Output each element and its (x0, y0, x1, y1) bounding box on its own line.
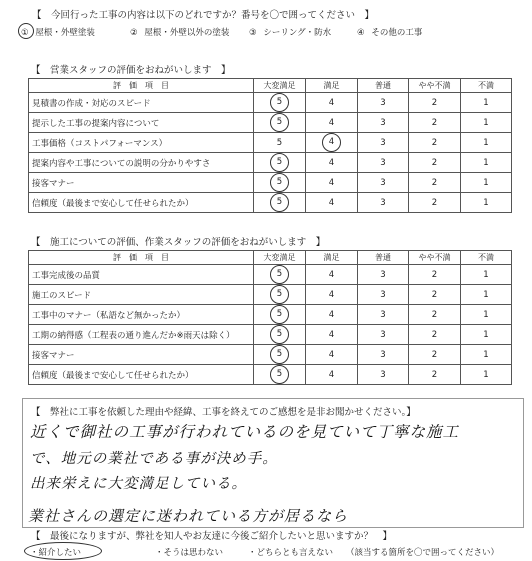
sales-rows (29, 93, 512, 213)
rating-4-cell[interactable] (306, 305, 358, 325)
rating-value: 2 (431, 349, 438, 360)
rating-value: 1 (483, 177, 489, 188)
rating-3-cell[interactable] (358, 285, 409, 305)
row-label: 接客マナー (29, 345, 254, 365)
rating-1-cell[interactable] (461, 113, 512, 133)
construction-rows (29, 265, 512, 385)
q3-title: 【 施工についての評価、作業スタッフの評価をおねがいします 】 (31, 237, 326, 248)
table-row (29, 153, 512, 173)
selected-rating: 4 (322, 133, 341, 152)
rating-2-cell[interactable] (409, 173, 461, 193)
selected-rating: 5 (270, 153, 289, 172)
rating-3-cell[interactable] (358, 93, 409, 113)
rating-value: 2 (431, 269, 438, 280)
rating-3-cell[interactable] (358, 173, 409, 193)
rating-value: 3 (380, 369, 386, 380)
rating-2-cell[interactable] (409, 285, 461, 305)
rating-5-cell[interactable] (254, 173, 306, 193)
rating-4-cell[interactable] (306, 325, 358, 345)
rating-2-cell[interactable] (409, 153, 461, 173)
selected-rating: 5 (270, 173, 289, 192)
rating-value: 3 (380, 117, 386, 128)
selected-rating: 5 (270, 93, 289, 112)
rating-value: 4 (328, 289, 335, 300)
rating-4-cell[interactable] (306, 173, 358, 193)
rating-1-cell[interactable] (461, 173, 512, 193)
rating-value: 5 (276, 137, 283, 148)
q5-selection-circle (24, 542, 102, 560)
rating-3-cell[interactable] (358, 365, 409, 385)
rating-value: 4 (328, 349, 335, 360)
rating-4-cell[interactable] (306, 153, 358, 173)
row-label: 接客マナー (29, 173, 254, 193)
row-label: 施工のスピード (29, 285, 254, 305)
rating-value: 3 (380, 349, 386, 360)
q2-title: 【 営業スタッフの評価をおねがいします 】 (31, 65, 231, 76)
row-label: 信頼度（最後まで安心して任せられたか） (29, 193, 254, 213)
q1-option-1-label: 屋根・外壁塗装 (35, 28, 95, 38)
rating-value: 4 (328, 269, 335, 280)
rating-value: 2 (431, 97, 438, 108)
rating-value: 4 (328, 197, 335, 208)
row-label: 見積書の作成・対応のスピード (29, 93, 254, 113)
q5-option-undecided[interactable]: ・どちらとも言えない (248, 548, 334, 558)
selected-rating: 5 (270, 325, 289, 344)
comment-line-1: 近くで御社の工事が行われているのを見ていて丁寧な施工 (30, 423, 460, 441)
rating-5-cell[interactable] (254, 365, 306, 385)
rating-value: 3 (380, 329, 386, 340)
rating-value: 4 (328, 369, 335, 380)
header-item: 評 価 項 目 (29, 251, 254, 265)
comment-line-2: で、地元の業社である事が決め手。 (30, 451, 278, 467)
table-row (29, 93, 512, 113)
selected-rating: 5 (270, 193, 289, 212)
q1-option-4-num: ④ (357, 28, 365, 38)
rating-5-cell[interactable] (254, 265, 306, 285)
rating-value: 2 (431, 157, 438, 168)
rating-value: 2 (431, 289, 438, 300)
row-label: 工期の納得感（工程表の通り進んだか※雨天は除く） (29, 325, 254, 345)
table-row (29, 325, 512, 345)
rating-1-cell[interactable] (461, 153, 512, 173)
row-label: 工事価格（コストパフォーマンス） (29, 133, 254, 153)
rating-1-cell[interactable] (461, 325, 512, 345)
q1-option-2-num: ② (130, 28, 138, 38)
rating-5-cell[interactable] (254, 193, 306, 213)
rating-value: 1 (483, 349, 489, 360)
rating-value: 2 (431, 177, 438, 188)
selected-rating: 5 (270, 365, 289, 384)
rating-value: 1 (483, 117, 489, 128)
rating-3-cell[interactable] (358, 345, 409, 365)
q1-option-3[interactable] (249, 26, 331, 38)
rating-4-cell[interactable] (306, 193, 358, 213)
rating-value: 1 (483, 289, 489, 300)
q5-option-not-recommend[interactable]: ・そうは思わない (155, 548, 224, 558)
rating-1-cell[interactable] (461, 285, 512, 305)
table-row (29, 345, 512, 365)
rating-2-cell[interactable] (409, 265, 461, 285)
rating-value: 3 (380, 137, 386, 148)
table-row (29, 133, 512, 153)
rating-value: 4 (328, 329, 335, 340)
rating-2-cell[interactable] (409, 305, 461, 325)
header-very-satisfied: 大変満足 (254, 79, 306, 93)
rating-value: 2 (431, 329, 438, 340)
q5-note: （該当する箇所を〇で囲ってください） (346, 548, 500, 558)
rating-4-cell[interactable] (306, 113, 358, 133)
header-neutral: 普通 (358, 79, 409, 93)
q5-title: 【 最後になりますが、弊社を知人やお友達に今後ご紹介したいと思いますか？ 】 (31, 531, 393, 542)
header-satisfied: 満足 (306, 79, 358, 93)
rating-value: 3 (380, 157, 386, 168)
rating-1-cell[interactable] (461, 93, 512, 113)
rating-3-cell[interactable] (358, 305, 409, 325)
q1-title: 【 今回行った工事の内容は以下のどれですか？番号を〇で囲ってください 】 (32, 10, 375, 21)
sales-evaluation-table (28, 78, 512, 213)
rating-4-cell[interactable] (306, 93, 358, 113)
rating-4-cell[interactable] (306, 285, 358, 305)
selected-rating: 5 (270, 305, 289, 324)
table-row (29, 265, 512, 285)
q1-option-2[interactable] (130, 26, 229, 38)
rating-3-cell[interactable] (358, 133, 409, 153)
rating-value: 2 (431, 197, 438, 208)
construction-evaluation-table (28, 250, 512, 385)
rating-1-cell[interactable] (461, 345, 512, 365)
row-label: 提示した工事の提案内容について (29, 113, 254, 133)
rating-value: 2 (431, 137, 438, 148)
rating-value: 2 (431, 369, 438, 380)
rating-4-cell[interactable] (306, 133, 358, 153)
rating-value: 1 (483, 269, 489, 280)
q1-option-3-num: ③ (249, 28, 257, 38)
table-row (29, 193, 512, 213)
rating-2-cell[interactable] (409, 93, 461, 113)
header-dissatisfied: 不満 (461, 79, 512, 93)
rating-value: 1 (483, 197, 489, 208)
rating-value: 1 (483, 309, 489, 320)
selected-rating: 5 (270, 265, 289, 284)
rating-value: 3 (380, 289, 386, 300)
header-satisfied: 満足 (306, 251, 358, 265)
rating-value: 4 (328, 117, 335, 128)
selected-rating: 5 (270, 113, 289, 132)
rating-1-cell[interactable] (461, 133, 512, 153)
rating-3-cell[interactable] (358, 153, 409, 173)
q1-selection-circle (18, 23, 34, 39)
table-header (29, 79, 512, 93)
rating-value: 4 (328, 157, 335, 168)
table-row (29, 113, 512, 133)
rating-1-cell[interactable] (461, 265, 512, 285)
rating-2-cell[interactable] (409, 133, 461, 153)
q4-title: 【 弊社に工事を依頼した理由や経緯、工事を終えてのご感想を是非お聞かせください。】 (31, 407, 416, 418)
rating-1-cell[interactable] (461, 305, 512, 325)
q5-option-recommend[interactable]: ・紹介したい (30, 548, 82, 558)
rating-2-cell[interactable] (409, 113, 461, 133)
rating-value: 3 (380, 177, 386, 188)
rating-2-cell[interactable] (409, 325, 461, 345)
q1-option-1-num: ① (21, 28, 29, 38)
rating-5-cell[interactable] (254, 285, 306, 305)
row-label: 工事中のマナー（私語など無かったか） (29, 305, 254, 325)
rating-value: 1 (483, 369, 489, 380)
header-dissatisfied: 不満 (461, 251, 512, 265)
table-row (29, 173, 512, 193)
rating-value: 1 (483, 97, 489, 108)
table-header (29, 251, 512, 265)
rating-value: 2 (431, 117, 438, 128)
header-somewhat-dissatisfied: やや不満 (409, 251, 461, 265)
table-row (29, 365, 512, 385)
rating-value: 2 (431, 309, 438, 320)
rating-5-cell[interactable] (254, 133, 306, 153)
rating-value: 4 (328, 97, 335, 108)
rating-3-cell[interactable] (358, 113, 409, 133)
rating-5-cell[interactable] (254, 345, 306, 365)
q1-option-4[interactable] (357, 26, 422, 38)
rating-2-cell[interactable] (409, 193, 461, 213)
rating-5-cell[interactable] (254, 305, 306, 325)
rating-3-cell[interactable] (358, 325, 409, 345)
rating-4-cell[interactable] (306, 265, 358, 285)
q1-option-3-label: シーリング・防水 (263, 28, 332, 38)
rating-value: 3 (380, 197, 386, 208)
rating-value: 3 (380, 269, 386, 280)
header-very-satisfied: 大変満足 (254, 251, 306, 265)
rating-value: 1 (483, 137, 489, 148)
selected-rating: 5 (270, 345, 289, 364)
row-label: 工事完成後の品質 (29, 265, 254, 285)
comment-line-3: 出来栄えに大変満足している。 (30, 476, 247, 492)
rating-value: 1 (483, 329, 489, 340)
rating-5-cell[interactable] (254, 93, 306, 113)
table-row (29, 305, 512, 325)
rating-4-cell[interactable] (306, 365, 358, 385)
rating-value: 3 (380, 97, 386, 108)
rating-5-cell[interactable] (254, 113, 306, 133)
rating-5-cell[interactable] (254, 153, 306, 173)
rating-5-cell[interactable] (254, 325, 306, 345)
header-neutral: 普通 (358, 251, 409, 265)
row-label: 信頼度（最後まで安心して任せられたか） (29, 365, 254, 385)
table-row (29, 285, 512, 305)
comment-line-4: 業社さんの選定に迷われている方が居るなら (28, 507, 349, 525)
q1-option-2-label: 屋根・外壁以外の塗装 (144, 28, 230, 38)
rating-value: 3 (380, 309, 386, 320)
row-label: 提案内容や工事についての説明の分かりやすさ (29, 153, 254, 173)
rating-3-cell[interactable] (358, 193, 409, 213)
q1-option-4-label: その他の工事 (371, 28, 423, 38)
rating-2-cell[interactable] (409, 345, 461, 365)
header-somewhat-dissatisfied: やや不満 (409, 79, 461, 93)
rating-value: 4 (328, 309, 335, 320)
rating-1-cell[interactable] (461, 193, 512, 213)
rating-3-cell[interactable] (358, 265, 409, 285)
rating-value: 1 (483, 157, 489, 168)
rating-4-cell[interactable] (306, 345, 358, 365)
rating-1-cell[interactable] (461, 365, 512, 385)
selected-rating: 5 (270, 285, 289, 304)
rating-value: 4 (328, 177, 335, 188)
rating-2-cell[interactable] (409, 365, 461, 385)
header-item: 評 価 項 目 (29, 79, 254, 93)
